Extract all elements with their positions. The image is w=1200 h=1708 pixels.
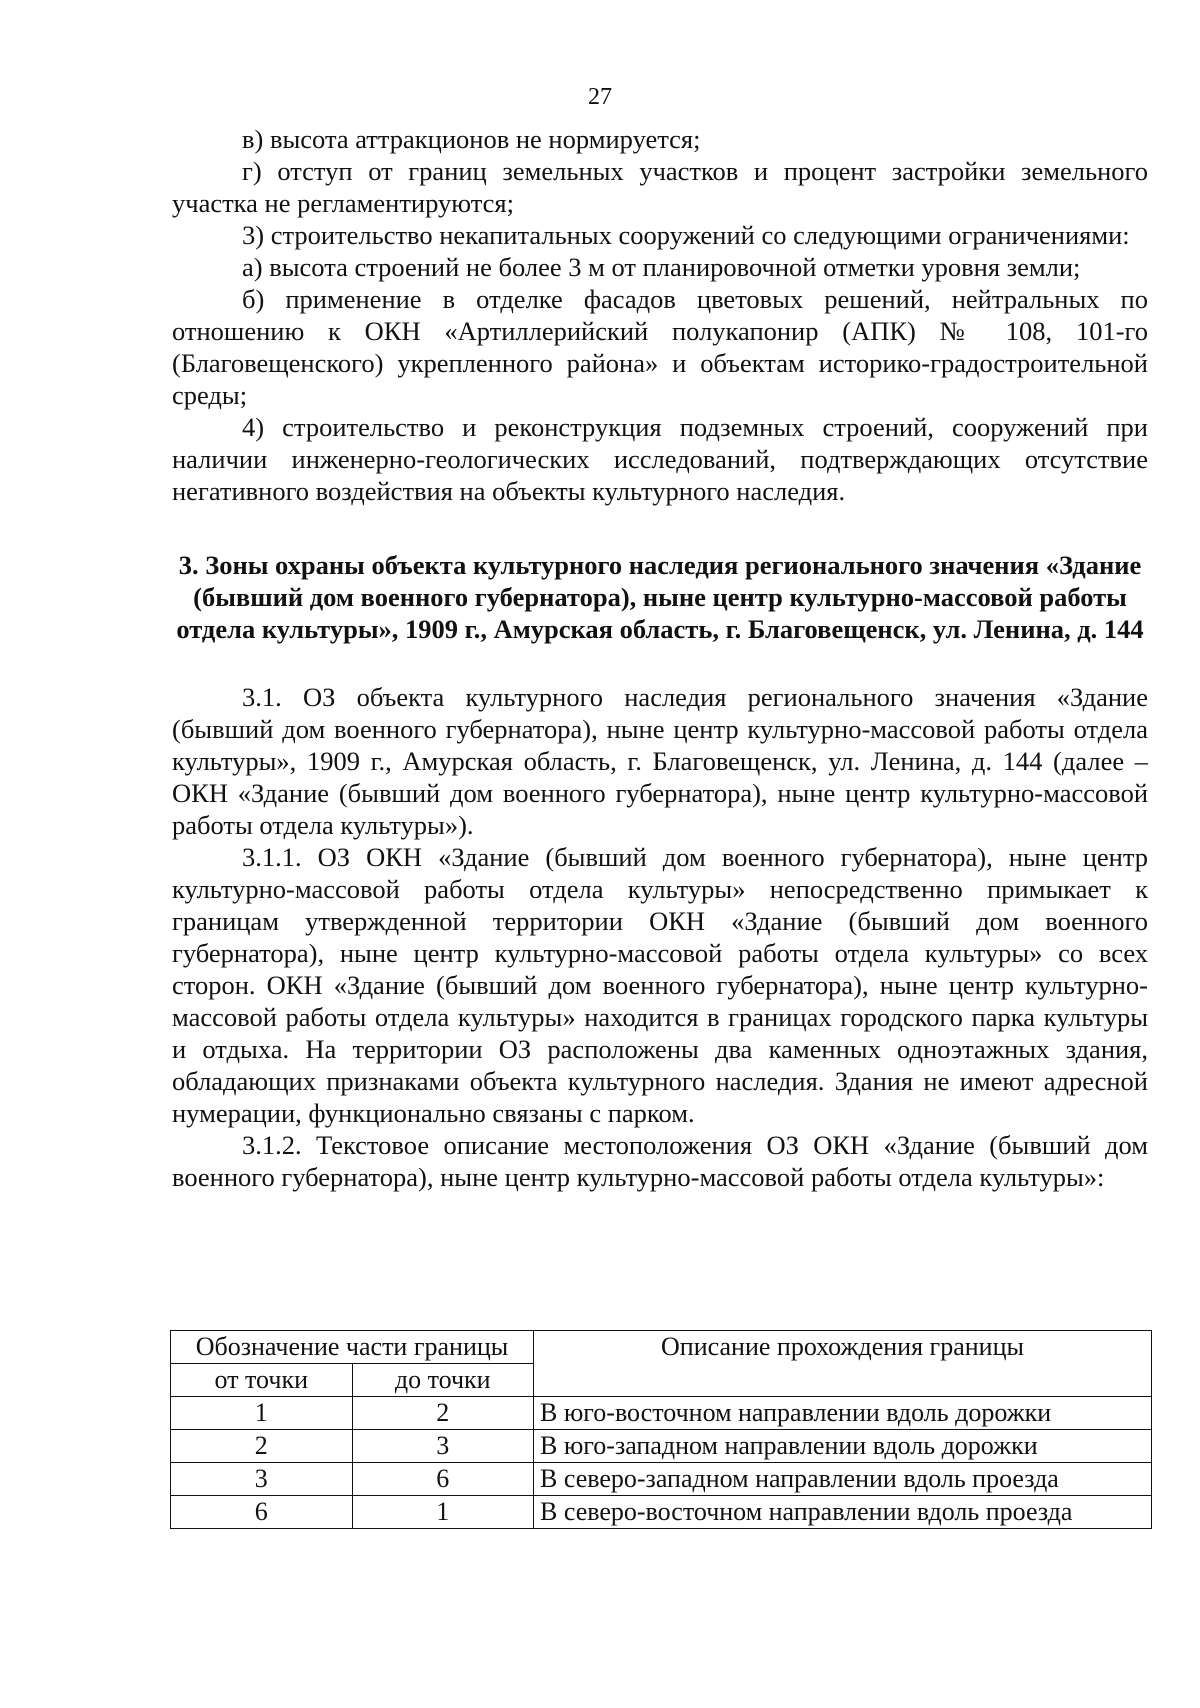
paragraph: г) отступ от границ земельных участков и процент застройки земельного участка не регламентируются; [172, 156, 1148, 218]
paragraph: 4) строительство и реконструкция подземных строений, сооружений при наличии инженерно-геологических исследований, подтверждающих отсутствие негативного воздействия на объекты культурного наследия. [172, 412, 1148, 506]
document-body [172, 123, 1148, 1193]
page-number: 27 [588, 84, 612, 110]
cell-from: 2 [171, 1430, 353, 1463]
table-row [171, 1430, 1152, 1463]
section-heading: 3. Зоны охраны объекта культурного наследия регионального значения «Здание (бывший дом военного губернатора), ныне центр культурно-массовой работы отдела культуры», 1909 г., Амурская область, г. Благовещенск, ул. Ленина, д. 144 [176, 550, 1144, 644]
paragraph: б) применение в отделке фасадов цветовых решений, нейтральных по отношению к ОКН «Артиллерийский полукапонир (АПК) № 108, 101-го (Благовещенского) укрепленного района» и объектам историко-градостроительной среды; [172, 284, 1148, 410]
cell-from: 6 [171, 1496, 353, 1529]
boundary-table [170, 1330, 1152, 1529]
cell-description: В юго-восточном направлении вдоль дорожки [534, 1397, 1152, 1430]
paragraph: 3.1. ОЗ объекта культурного наследия регионального значения «Здание (бывший дом военного губернатора), ныне центр культурно-массовой работы отдела культуры», 1909 г., Амурская область, г. Благовещенск, ул. Ленина, д. 144 (далее – ОКН «Здание (бывший дом военного губернатора), ныне центр культурно-массовой работы отдела культуры»). [172, 682, 1148, 840]
paragraph: 3) строительство некапитальных сооружений со следующими ограничениями: [242, 220, 1130, 250]
header-part: Обозначение части границы [171, 1331, 534, 1364]
cell-to: 6 [352, 1463, 534, 1496]
cell-to: 1 [352, 1496, 534, 1529]
paragraph: 3.1.2. Текстовое описание местоположения ОЗ ОКН «Здание (бывший дом военного губернатора), ныне центр культурно-массовой работы отдела культуры»: [172, 1130, 1148, 1192]
cell-from: 1 [171, 1397, 353, 1430]
cell-description: В северо-западном направлении вдоль проезда [534, 1463, 1152, 1496]
table-row [171, 1397, 1152, 1430]
header-to: до точки [352, 1364, 534, 1397]
cell-to: 2 [352, 1397, 534, 1430]
table-row [171, 1463, 1152, 1496]
paragraph: в) высота аттракционов не нормируется; [242, 124, 701, 154]
header-description: Описание прохождения границы [534, 1331, 1152, 1397]
paragraph: 3.1.1. ОЗ ОКН «Здание (бывший дом военного губернатора), ныне центр культурно-массовой работы отдела культуры» непосредственно примыкает к границам утвержденной территории ОКН «Здание (бывший дом военного губернатора), ныне центр культурно-массовой работы отдела культуры» со всех сторон. ОКН «Здание (бывший дом военного губернатора), ныне центр культурно-массовой работы отдела культуры» находится в границах городского парка культуры и отдыха. На территории ОЗ расположены два каменных одноэтажных здания, обладающих признаками объекта культурного наследия. Здания не имеют адресной нумерации, функционально связаны с парком. [172, 842, 1148, 1128]
cell-from: 3 [171, 1463, 353, 1496]
cell-description: В юго-западном направлении вдоль дорожки [534, 1430, 1152, 1463]
table-header-row [171, 1331, 1152, 1364]
cell-to: 3 [352, 1430, 534, 1463]
table-row [171, 1496, 1152, 1529]
cell-description: В северо-восточном направлении вдоль проезда [534, 1496, 1152, 1529]
header-from: от точки [171, 1364, 353, 1397]
paragraph: а) высота строений не более 3 м от планировочной отметки уровня земли; [242, 252, 1081, 282]
